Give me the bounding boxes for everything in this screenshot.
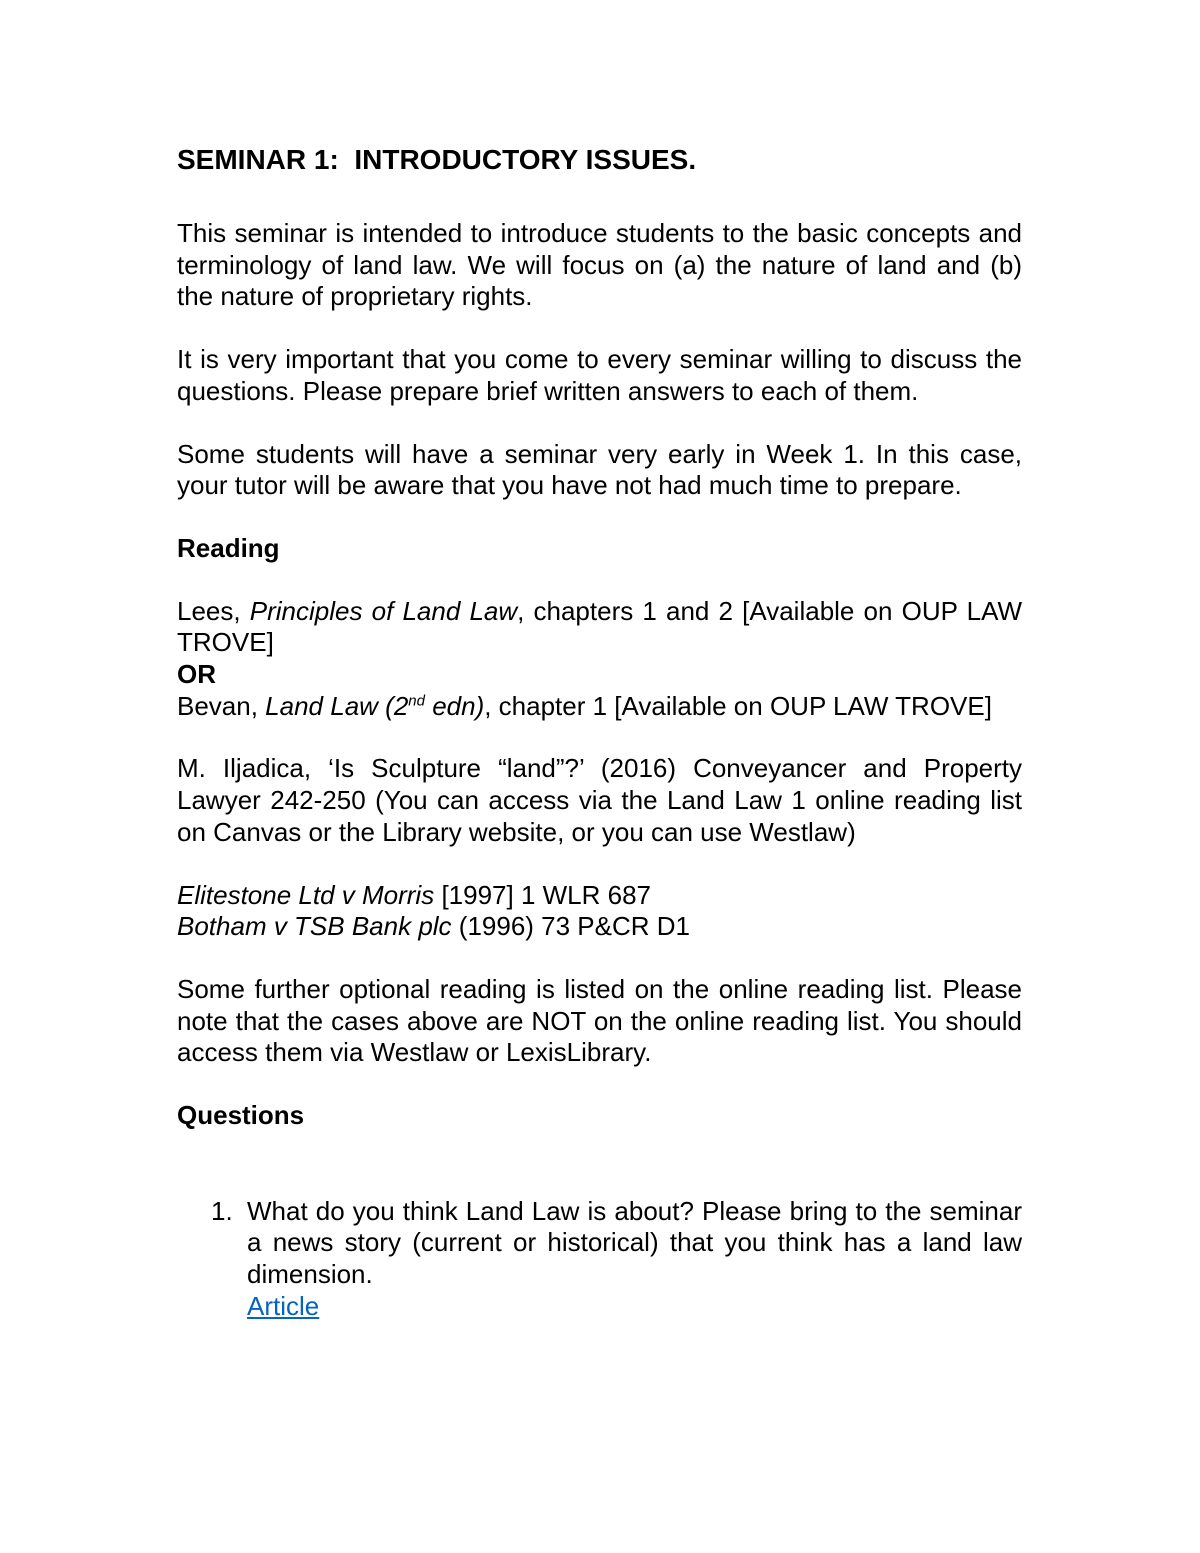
intro-paragraph-2: It is very important that you come to every seminar willing to discuss the questions. Please prepare brief written answers to each of them. xyxy=(177,344,1022,406)
question-number: 1. xyxy=(211,1195,233,1226)
page-title: SEMINAR 1: INTRODUCTORY ISSUES. xyxy=(177,144,697,175)
reading-lees xyxy=(177,596,1022,659)
intro-paragraph-1: This seminar is intended to introduce students to the basic concepts and terminology of land law. We will focus on (a) the nature of land and (b) the nature of proprietary rights. xyxy=(177,218,1022,312)
article-link[interactable]: Article xyxy=(247,1290,320,1321)
lees-title: Principles of Land Law xyxy=(249,595,518,626)
case-name: Botham v TSB Bank plc xyxy=(177,911,452,942)
intro-paragraph-3: Some students will have a seminar very early in Week 1. In this case, your tutor will be aware that you have not had much time to prepare. xyxy=(177,438,1022,501)
question-item xyxy=(177,1196,1022,1323)
question-text: What do you think Land Law is about? Please bring to the seminar a news story (current or historical) that you think has a land law dimension. xyxy=(247,1195,1022,1290)
edition-superscript: nd xyxy=(408,692,425,710)
case-list xyxy=(177,880,1022,943)
bevan-author: Bevan, xyxy=(177,690,266,721)
case-item xyxy=(177,880,1022,912)
reading-heading: Reading xyxy=(177,532,280,563)
case-citation: (1996) 73 P&CR D1 xyxy=(451,911,691,942)
document-page xyxy=(177,140,1022,1323)
reading-article: M. Iljadica, ‘Is Sculpture “land”?’ (2016) Conveyancer and Property Lawyer 242-250 (You can access via the Land Law 1 online reading list on Canvas or the Library website, or you can use Westlaw) xyxy=(177,753,1022,847)
questions-heading: Questions xyxy=(177,1100,305,1131)
reading-or: OR xyxy=(177,659,216,690)
bevan-title: Land Law (2nd edn) xyxy=(265,690,485,721)
case-item xyxy=(177,911,1022,943)
lees-author: Lees, xyxy=(177,595,250,626)
reading-bevan xyxy=(177,691,1022,723)
case-name: Elitestone Ltd v Morris xyxy=(177,879,435,910)
case-citation: [1997] 1 WLR 687 xyxy=(434,879,652,910)
lees-details: , chapters 1 and 2 [Available on OUP LAW TROVE] xyxy=(177,595,1023,658)
bevan-details: , chapter 1 [Available on OUP LAW TROVE] xyxy=(484,690,992,721)
questions-list xyxy=(177,1196,1022,1323)
further-reading-note: Some further optional reading is listed on the online reading list. Please note that the cases above are NOT on the online reading list. You should access them via Westlaw or LexisLibrary. xyxy=(177,973,1022,1068)
